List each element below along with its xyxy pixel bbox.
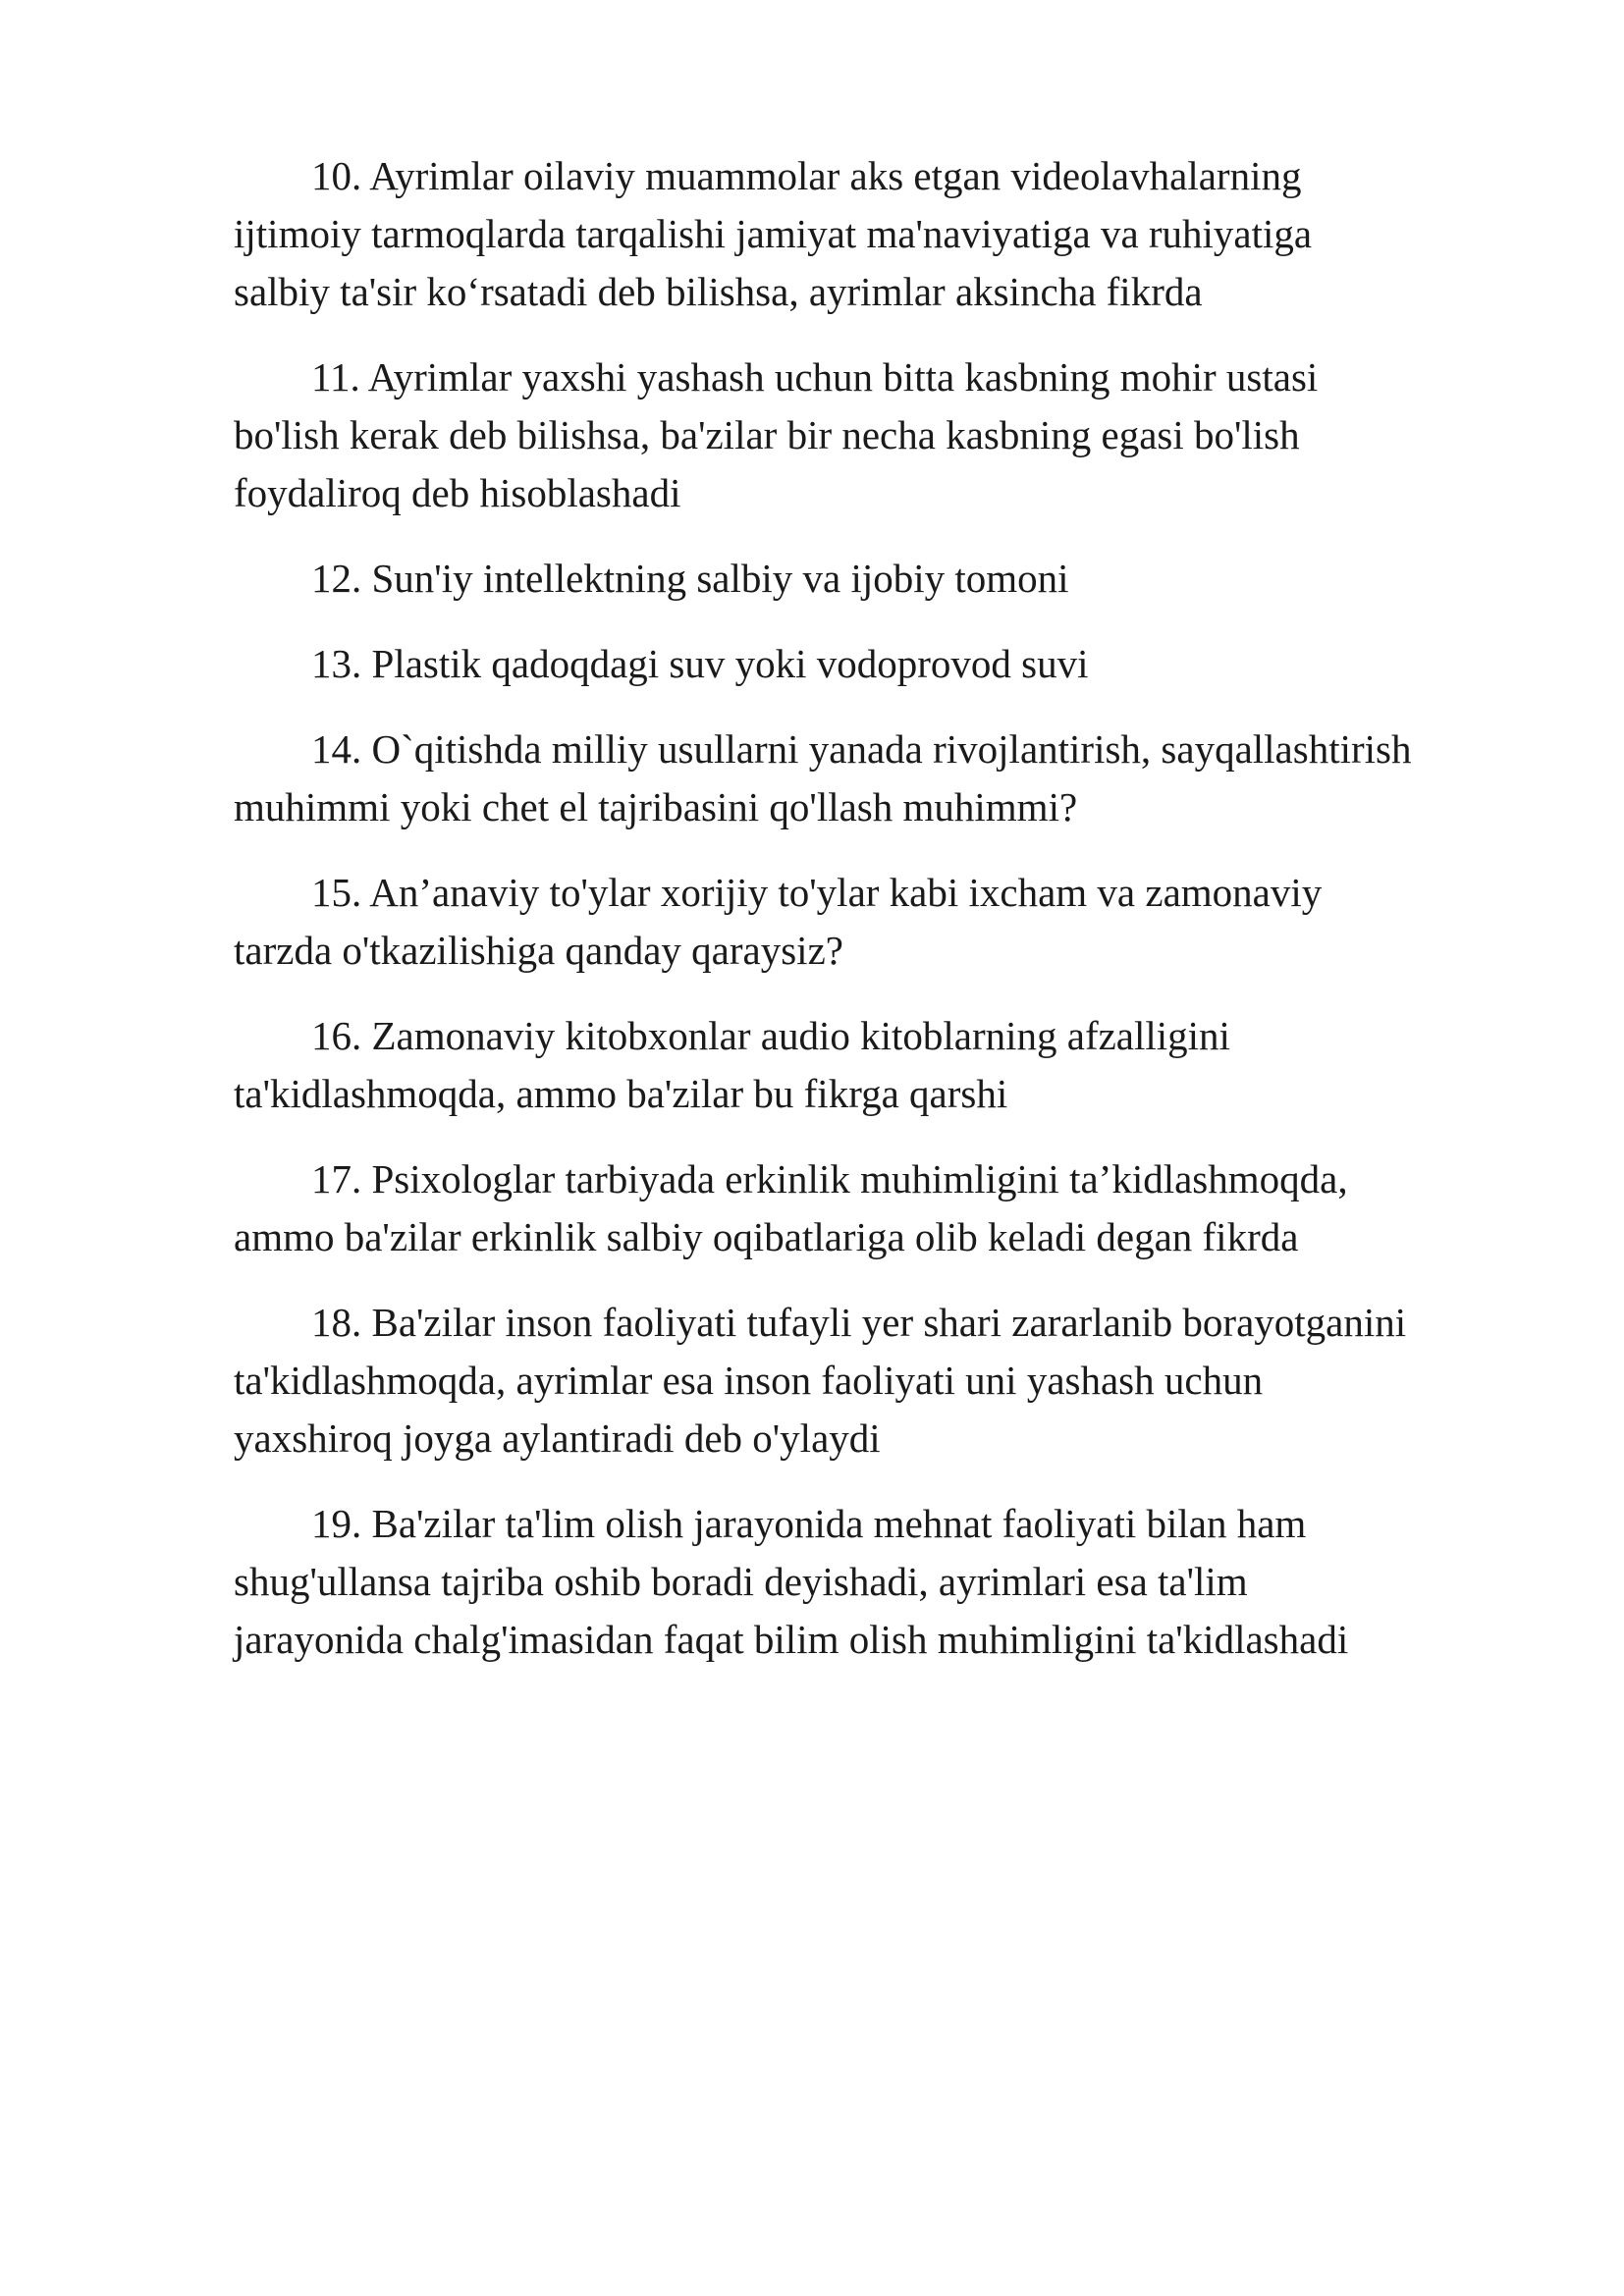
topic-text-line: foydaliroq deb hisoblashadi <box>234 470 681 515</box>
topic-item <box>234 1150 1530 1266</box>
topic-number: 11. <box>311 354 360 400</box>
topic-item <box>234 721 1530 836</box>
topic-number: 10. <box>311 153 362 198</box>
topic-number: 15. <box>311 870 362 915</box>
topic-text-line: Ayrimlar yaxshi yashash uchun bitta kasbning mohir ustasi <box>367 354 1319 400</box>
topic-text-line: An’anaviy to'ylar xorijiy to'ylar kabi ixcham va zamonaviy <box>369 870 1323 915</box>
topic-number: 14. <box>311 726 362 772</box>
topic-item <box>234 147 1530 321</box>
topic-text-line: Ba'zilar inson faoliyati tufayli yer shari zararlanib borayotganini <box>371 1300 1407 1345</box>
topic-text-line: muhimmi yoki chet el tajribasini qo'llash muhimmi? <box>234 784 1078 829</box>
topic-text-line: Ba'zilar ta'lim olish jarayonida mehnat faoliyati bilan ham <box>371 1501 1307 1546</box>
topic-text-line: Ayrimlar oilaviy muammolar aks etgan videolavhalarning <box>369 153 1302 198</box>
topic-item <box>234 550 1530 608</box>
topic-text-line: Zamonaviy kitobxonlar audio kitoblarning afzalligini <box>371 1013 1230 1058</box>
topic-text-line: O`qitishda milliy usullarni yanada rivojlantirish, sayqallashtirish <box>371 726 1412 772</box>
topic-text-line: yaxshiroq joyga aylantiradi deb o'ylaydi <box>234 1415 881 1461</box>
topic-text-line: Psixologlar tarbiyada erkinlik muhimligini ta’kidlashmoqda, <box>371 1156 1348 1201</box>
topic-text-line: ta'kidlashmoqda, ayrimlar esa inson faoliyati uni yashash uchun <box>234 1358 1264 1403</box>
topic-item <box>234 1294 1530 1468</box>
discussion-topic-list <box>234 147 1530 1696</box>
topic-number: 19. <box>311 1501 362 1546</box>
topic-number: 18. <box>311 1300 362 1345</box>
topic-text-line: Plastik qadoqdagi suv yoki vodoprovod suvi <box>371 641 1089 686</box>
topic-text-line: jarayonida chalg'imasidan faqat bilim olish muhimligini ta'kidlashadi <box>234 1617 1349 1662</box>
topic-number: 13. <box>311 641 362 686</box>
topic-item <box>234 1007 1530 1123</box>
topic-text-line: ammo ba'zilar erkinlik salbiy oqibatlariga olib keladi degan fikrda <box>234 1214 1299 1259</box>
topic-text-line: salbiy ta'sir ko‘rsatadi deb bilishsa, ayrimlar aksincha fikrda <box>234 269 1203 314</box>
topic-text-line: bo'lish kerak deb bilishsa, ba'zilar bir necha kasbning egasi bo'lish <box>234 412 1300 457</box>
topic-item <box>234 864 1530 980</box>
topic-number: 17. <box>311 1156 362 1201</box>
topic-text-line: Sun'iy intellektning salbiy va ijobiy tomoni <box>371 556 1069 601</box>
topic-number: 12. <box>311 556 362 601</box>
topic-text-line: ta'kidlashmoqda, ammo ba'zilar bu fikrga qarshi <box>234 1071 1008 1116</box>
topic-number: 16. <box>311 1013 362 1058</box>
topic-text-line: shug'ullansa tajriba oshib boradi deyishadi, ayrimlari esa ta'lim <box>234 1559 1248 1604</box>
topic-text-line: ijtimoiy tarmoqlarda tarqalishi jamiyat ma'naviyatiga va ruhiyatiga <box>234 211 1313 256</box>
topic-item <box>234 635 1530 693</box>
topic-item <box>234 1495 1530 1669</box>
topic-text-line: tarzda o'tkazilishiga qanday qaraysiz? <box>234 928 843 973</box>
topic-item <box>234 348 1530 522</box>
